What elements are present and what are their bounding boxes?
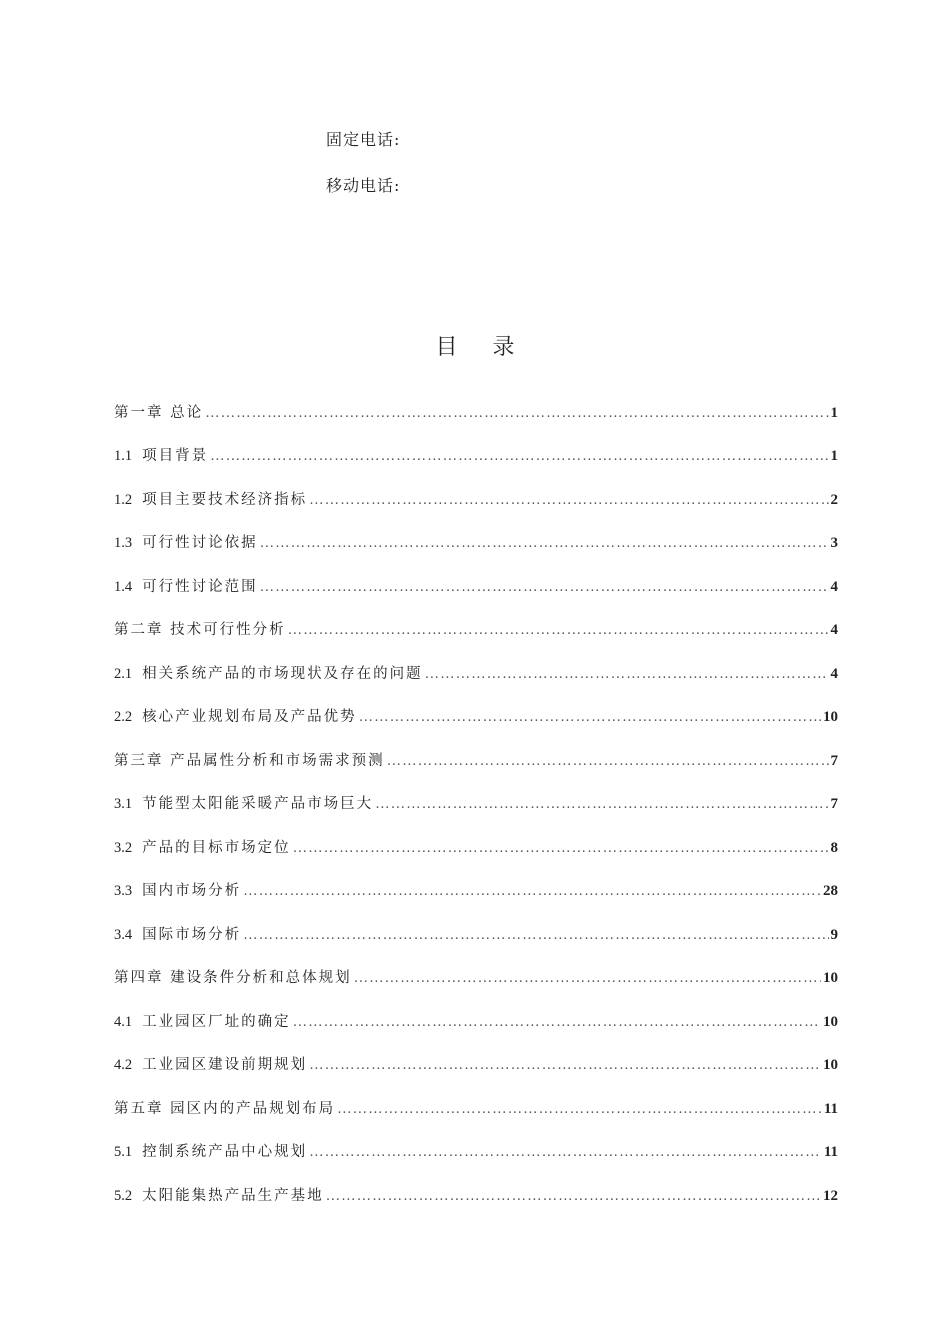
toc-entry-label: 可行性讨论范围 <box>142 578 258 595</box>
toc-entry-label: 核心产业规划布局及产品优势 <box>142 709 357 725</box>
toc-entry-label: 可行性讨论依据 <box>142 535 258 551</box>
toc-entry[interactable] <box>114 468 838 512</box>
toc-entry-page-number: 7 <box>830 796 838 812</box>
toc-entry-page-number: 12 <box>823 1187 838 1204</box>
toc-entry-page-number: 3 <box>830 535 838 551</box>
toc-entry[interactable] <box>114 555 838 599</box>
toc-entry-label: 产品的目标市场定位 <box>142 839 291 856</box>
toc-leader-dots <box>359 705 821 729</box>
toc-entry-page-number: 11 <box>823 1144 838 1160</box>
toc-leader-dots <box>387 749 829 773</box>
toc-leader-dots <box>210 444 828 468</box>
toc-entry-number: 1.3 <box>114 535 133 551</box>
toc-entry[interactable] <box>114 903 838 947</box>
toc-entry-label: 第五章 园区内的产品规划布局 <box>114 1100 336 1117</box>
toc-entry-page-number: 4 <box>830 622 838 638</box>
toc-entry[interactable] <box>114 729 838 773</box>
toc-entry-label: 太阳能集热产品生产基地 <box>142 1187 324 1204</box>
toc-leader-dots <box>293 1010 821 1034</box>
toc-entry-page-number: 4 <box>830 578 838 595</box>
toc-entry-label: 国际市场分析 <box>142 926 242 943</box>
toc-leader-dots <box>293 836 829 860</box>
toc-entry-label: 节能型太阳能采暖产品市场巨大 <box>142 796 374 812</box>
toc-entry-number: 5.2 <box>114 1187 133 1204</box>
toc-entry-number: 2.1 <box>114 665 133 682</box>
toc-entry-number: 1.1 <box>114 448 133 464</box>
toc-entry-page-number: 4 <box>830 665 838 682</box>
toc-entry[interactable] <box>114 512 838 556</box>
toc-entry[interactable] <box>114 381 838 425</box>
toc-entry[interactable] <box>114 947 838 991</box>
toc-entry[interactable] <box>114 1164 838 1208</box>
toc-entry-page-number: 10 <box>823 1057 838 1073</box>
toc-entry-number: 4.2 <box>114 1057 133 1073</box>
toc-leader-dots <box>309 1053 821 1077</box>
toc-entry-number: 3.3 <box>114 883 133 899</box>
toc-title: 目 录 <box>435 335 529 360</box>
toc-leader-dots <box>309 488 828 512</box>
toc-leader-dots <box>243 879 821 903</box>
toc-entry[interactable] <box>114 599 838 643</box>
toc-entry-number: 3.1 <box>114 796 133 812</box>
table-of-contents <box>114 381 838 1208</box>
toc-entry-page-number: 28 <box>823 883 838 899</box>
toc-entry-number: 3.4 <box>114 926 133 943</box>
toc-entry-page-number: 9 <box>830 926 838 943</box>
toc-leader-dots <box>354 966 821 990</box>
toc-entry-label: 相关系统产品的市场现状及存在的问题 <box>142 665 423 682</box>
toc-entry[interactable] <box>114 1121 838 1165</box>
toc-entry-label: 项目背景 <box>142 448 209 464</box>
toc-entry-number: 4.1 <box>114 1013 133 1030</box>
toc-entry-label: 第一章 总论 <box>114 404 204 421</box>
toc-entry-label: 工业园区建设前期规划 <box>142 1057 308 1073</box>
toc-leader-dots <box>337 1097 822 1121</box>
toc-leader-dots <box>425 662 829 686</box>
toc-entry-page-number: 11 <box>823 1100 838 1117</box>
toc-entry-label: 第四章 建设条件分析和总体规划 <box>114 970 352 986</box>
toc-entry-label: 第三章 产品属性分析和市场需求预测 <box>114 752 385 769</box>
toc-entry-label: 国内市场分析 <box>142 883 242 899</box>
fixed-phone-label: 固定电话: <box>326 130 401 149</box>
toc-entry-page-number: 8 <box>830 839 838 856</box>
toc-entry-number: 5.1 <box>114 1144 133 1160</box>
toc-entry[interactable] <box>114 990 838 1034</box>
toc-entry-page-number: 1 <box>830 448 838 464</box>
toc-entry-label: 工业园区厂址的确定 <box>142 1013 291 1030</box>
toc-entry-page-number: 2 <box>830 491 838 508</box>
toc-entry[interactable] <box>114 425 838 469</box>
toc-entry-number: 2.2 <box>114 709 133 725</box>
toc-entry-number: 1.4 <box>114 578 133 595</box>
toc-leader-dots <box>309 1140 822 1164</box>
toc-leader-dots <box>288 618 829 642</box>
toc-entry-page-number: 10 <box>823 1013 838 1030</box>
toc-entry-number: 3.2 <box>114 839 133 856</box>
toc-entry-label: 第二章 技术可行性分析 <box>114 622 286 638</box>
toc-entry-page-number: 1 <box>830 404 838 421</box>
toc-entry[interactable] <box>114 860 838 904</box>
toc-leader-dots <box>375 792 828 816</box>
toc-entry[interactable] <box>114 642 838 686</box>
toc-leader-dots <box>205 401 828 425</box>
toc-entry-number: 1.2 <box>114 491 133 508</box>
toc-leader-dots <box>260 575 829 599</box>
toc-entry[interactable] <box>114 1077 838 1121</box>
toc-entry-page-number: 10 <box>823 709 838 725</box>
toc-entry-label: 控制系统产品中心规划 <box>142 1144 308 1160</box>
toc-entry[interactable] <box>114 816 838 860</box>
toc-entry-page-number: 7 <box>830 752 838 769</box>
toc-leader-dots <box>260 531 829 555</box>
toc-entry[interactable] <box>114 1034 838 1078</box>
toc-entry-page-number: 10 <box>823 970 838 986</box>
toc-entry-label: 项目主要技术经济指标 <box>142 491 308 508</box>
toc-entry[interactable] <box>114 773 838 817</box>
toc-leader-dots <box>326 1184 821 1208</box>
toc-leader-dots <box>243 923 828 947</box>
toc-entry[interactable] <box>114 686 838 730</box>
mobile-phone-label: 移动电话: <box>326 176 401 195</box>
